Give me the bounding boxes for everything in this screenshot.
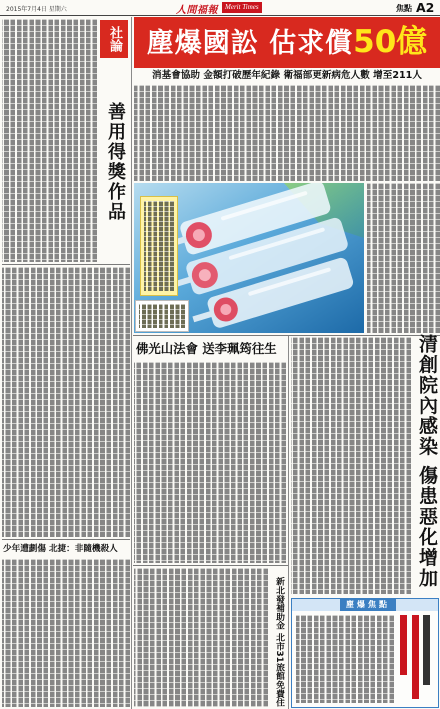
focus-item-headline — [400, 615, 407, 675]
column-divider — [2, 264, 130, 265]
section-divider — [133, 335, 440, 336]
subsidy-story-headline: 新北發補助金 北市31旅館免費住 — [274, 577, 284, 707]
focus-box-body — [296, 615, 394, 703]
column-divider — [2, 539, 130, 540]
photo-caption — [140, 196, 178, 296]
editorial-body — [2, 19, 97, 262]
page-header — [0, 0, 440, 16]
focus-box-label: 塵爆焦點 — [340, 599, 396, 611]
editorial-label: 社論 — [100, 20, 128, 58]
infection-story-body — [291, 337, 411, 594]
focus-item-headline — [423, 615, 430, 685]
newspaper-logo: 人間福報 — [176, 5, 218, 16]
lead-subheadline: 消基會協助 金額打破歷年紀錄 衛福部更新病危人數 增至211人 — [152, 70, 422, 81]
photo-credit — [135, 300, 189, 332]
lead-story-body-continued — [367, 183, 440, 333]
dust-explosion-focus-box — [291, 598, 439, 708]
photo-credit-text — [139, 304, 185, 328]
focus-item-headline — [412, 615, 419, 699]
editorial-body-continued — [2, 267, 130, 537]
newspaper-logo-english: Merit Times — [222, 2, 262, 13]
infection-story-headline: 清創院內感染 傷患惡化增加 — [416, 334, 438, 589]
memorial-story-headline: 佛光山法會 送李珮筠往生 — [136, 341, 277, 356]
news-photo — [134, 183, 364, 333]
mrt-story-body — [2, 559, 130, 707]
page-number: A2 — [416, 0, 435, 15]
lead-headline: 塵爆國訟 估求償 — [146, 28, 354, 59]
section-divider — [133, 565, 289, 566]
subsidy-story-body — [134, 568, 268, 707]
column-divider — [288, 336, 289, 709]
lead-headline-amount: 50億 — [353, 24, 428, 60]
memorial-story-body — [134, 362, 286, 563]
column-divider — [131, 17, 132, 709]
issue-date: 2015年7月4日 星期六 — [6, 6, 67, 13]
lead-headline-banner — [134, 17, 440, 68]
lead-story-body — [134, 85, 440, 181]
mrt-story-headline: 少年遭劃傷 北捷：非隨機殺人 — [3, 544, 118, 554]
photo-caption-text — [144, 201, 174, 291]
editorial-title: 善用得獎作品 — [105, 102, 126, 222]
section-name: 焦點 — [396, 4, 412, 13]
